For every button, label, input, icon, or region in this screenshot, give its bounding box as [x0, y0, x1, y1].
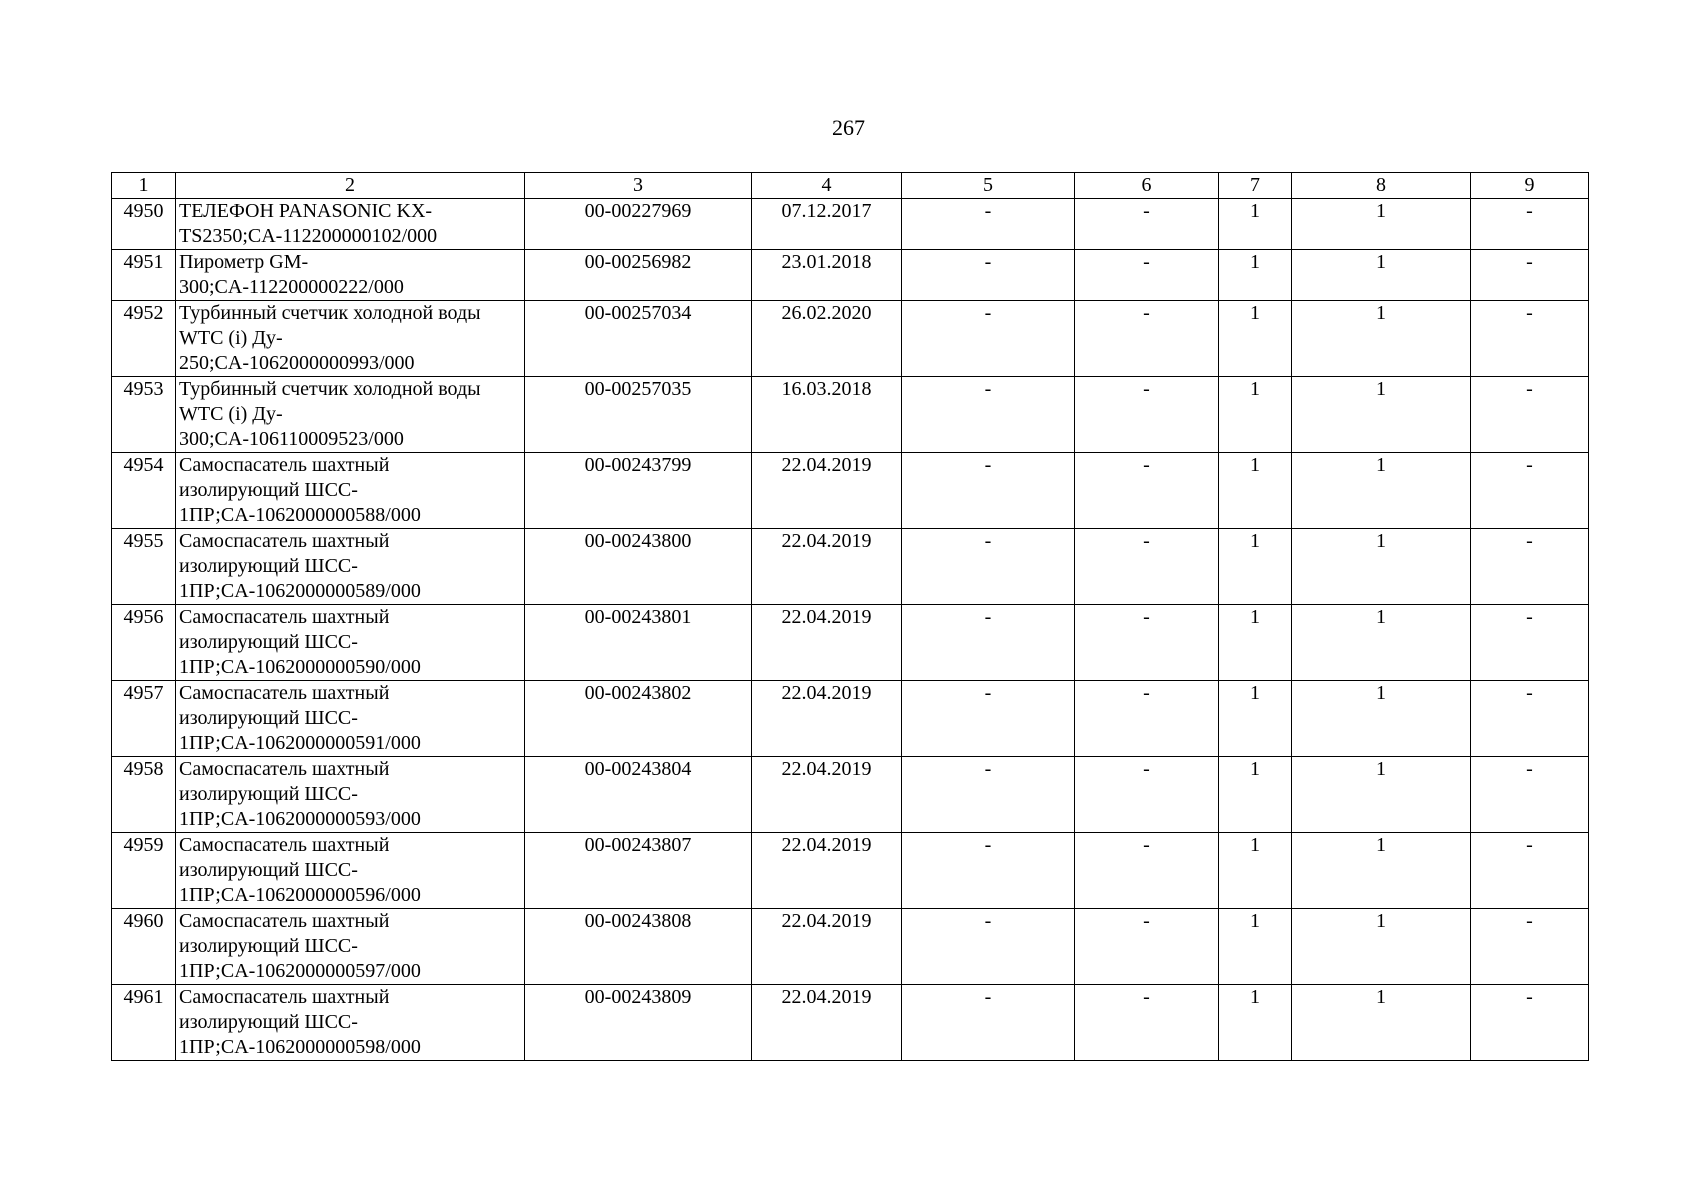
inventory-code-cell: 00-00243802 — [525, 681, 752, 757]
row-number-cell: 4952 — [112, 301, 176, 377]
column-6-cell: - — [1075, 909, 1219, 985]
item-name-line: 1ПР;CA-1062000000598/000 — [179, 1036, 421, 1058]
row-number-cell: 4957 — [112, 681, 176, 757]
column-9-cell: - — [1471, 453, 1589, 529]
item-name-line: 1ПР;CA-1062000000591/000 — [179, 732, 421, 754]
row-number-cell: 4958 — [112, 757, 176, 833]
column-6-cell: - — [1075, 985, 1219, 1061]
table-row — [112, 605, 1589, 681]
column-6-cell: - — [1075, 605, 1219, 681]
inventory-code-cell: 00-00227969 — [525, 199, 752, 250]
item-name-line: изолирующий ШСС- — [179, 555, 358, 577]
date-cell: 07.12.2017 — [752, 199, 902, 250]
column-header: 6 — [1075, 173, 1219, 199]
column-8-cell: 1 — [1292, 605, 1471, 681]
column-6-cell: - — [1075, 453, 1219, 529]
item-name-line: 250;CA-1062000000993/000 — [179, 352, 415, 374]
column-header: 1 — [112, 173, 176, 199]
column-7-cell: 1 — [1219, 301, 1292, 377]
column-9-cell: - — [1471, 199, 1589, 250]
table-row — [112, 833, 1589, 909]
inventory-code-cell: 00-00243808 — [525, 909, 752, 985]
column-7-cell: 1 — [1219, 250, 1292, 301]
inventory-code-cell: 00-00256982 — [525, 250, 752, 301]
table-row — [112, 453, 1589, 529]
item-name-line: WTC (i) Ду- — [179, 327, 283, 349]
registry-table — [111, 172, 1589, 1061]
item-name-line: Самоспасатель шахтный — [179, 454, 390, 476]
item-name-line: 1ПР;CA-1062000000588/000 — [179, 504, 421, 526]
date-cell: 22.04.2019 — [752, 529, 902, 605]
inventory-code-cell: 00-00257034 — [525, 301, 752, 377]
page-number: 267 — [832, 115, 865, 140]
inventory-code-cell: 00-00243804 — [525, 757, 752, 833]
item-name-cell — [176, 833, 525, 909]
column-9-cell: - — [1471, 833, 1589, 909]
column-9-cell: - — [1471, 757, 1589, 833]
column-7-cell: 1 — [1219, 199, 1292, 250]
item-name-line: Самоспасатель шахтный — [179, 758, 390, 780]
item-name-line: Турбинный счетчик холодной воды — [179, 378, 481, 400]
item-name-line: Самоспасатель шахтный — [179, 530, 390, 552]
column-8-cell: 1 — [1292, 529, 1471, 605]
row-number-cell: 4959 — [112, 833, 176, 909]
date-cell: 23.01.2018 — [752, 250, 902, 301]
column-header: 7 — [1219, 173, 1292, 199]
column-5-cell: - — [902, 453, 1075, 529]
column-7-cell: 1 — [1219, 453, 1292, 529]
item-name-line: 1ПР;CA-1062000000589/000 — [179, 580, 421, 602]
item-name-line: 1ПР;CA-1062000000593/000 — [179, 808, 421, 830]
column-7-cell: 1 — [1219, 681, 1292, 757]
column-9-cell: - — [1471, 377, 1589, 453]
column-9-cell: - — [1471, 909, 1589, 985]
item-name-line: 1ПР;CA-1062000000590/000 — [179, 656, 421, 678]
item-name-line: изолирующий ШСС- — [179, 707, 358, 729]
item-name-line: Пирометр GM- — [179, 251, 309, 273]
item-name-line: 300;CA-106110009523/000 — [179, 428, 404, 450]
column-6-cell: - — [1075, 757, 1219, 833]
column-header: 2 — [176, 173, 525, 199]
item-name-line: 300;CA-112200000222/000 — [179, 276, 404, 298]
date-cell: 22.04.2019 — [752, 833, 902, 909]
column-9-cell: - — [1471, 301, 1589, 377]
item-name-line: ТЕЛЕФОН PANASONIC KX- — [179, 200, 433, 222]
inventory-code-cell: 00-00243809 — [525, 985, 752, 1061]
item-name-line: TS2350;CA-112200000102/000 — [179, 225, 438, 247]
column-5-cell: - — [902, 605, 1075, 681]
inventory-code-cell: 00-00243807 — [525, 833, 752, 909]
column-5-cell: - — [902, 757, 1075, 833]
column-5-cell: - — [902, 985, 1075, 1061]
item-name-line: Турбинный счетчик холодной воды — [179, 302, 481, 324]
table-row — [112, 681, 1589, 757]
column-5-cell: - — [902, 529, 1075, 605]
row-number-cell: 4953 — [112, 377, 176, 453]
column-8-cell: 1 — [1292, 199, 1471, 250]
column-6-cell: - — [1075, 199, 1219, 250]
date-cell: 22.04.2019 — [752, 681, 902, 757]
inventory-code-cell: 00-00243800 — [525, 529, 752, 605]
date-cell: 22.04.2019 — [752, 909, 902, 985]
column-5-cell: - — [902, 199, 1075, 250]
column-7-cell: 1 — [1219, 757, 1292, 833]
item-name-line: изолирующий ШСС- — [179, 479, 358, 501]
item-name-line: изолирующий ШСС- — [179, 783, 358, 805]
column-8-cell: 1 — [1292, 453, 1471, 529]
column-header: 8 — [1292, 173, 1471, 199]
item-name-cell — [176, 377, 525, 453]
row-number-cell: 4950 — [112, 199, 176, 250]
table-row — [112, 909, 1589, 985]
column-8-cell: 1 — [1292, 833, 1471, 909]
date-cell: 22.04.2019 — [752, 605, 902, 681]
table-body — [112, 199, 1589, 1061]
inventory-code-cell: 00-00243799 — [525, 453, 752, 529]
column-header: 4 — [752, 173, 902, 199]
date-cell: 22.04.2019 — [752, 453, 902, 529]
item-name-line: Самоспасатель шахтный — [179, 986, 390, 1008]
inventory-code-cell: 00-00243801 — [525, 605, 752, 681]
column-7-cell: 1 — [1219, 833, 1292, 909]
item-name-cell — [176, 757, 525, 833]
item-name-cell — [176, 301, 525, 377]
column-5-cell: - — [902, 833, 1075, 909]
table-header — [112, 173, 1589, 199]
item-name-line: изолирующий ШСС- — [179, 1011, 358, 1033]
row-number-cell: 4961 — [112, 985, 176, 1061]
column-8-cell: 1 — [1292, 250, 1471, 301]
column-9-cell: - — [1471, 985, 1589, 1061]
column-9-cell: - — [1471, 529, 1589, 605]
table-row — [112, 250, 1589, 301]
table-row — [112, 757, 1589, 833]
item-name-cell — [176, 605, 525, 681]
inventory-code-cell: 00-00257035 — [525, 377, 752, 453]
column-5-cell: - — [902, 909, 1075, 985]
item-name-line: 1ПР;CA-1062000000597/000 — [179, 960, 421, 982]
item-name-line: Самоспасатель шахтный — [179, 834, 390, 856]
row-number-cell: 4960 — [112, 909, 176, 985]
column-header: 5 — [902, 173, 1075, 199]
item-name-line: изолирующий ШСС- — [179, 935, 358, 957]
column-header: 3 — [525, 173, 752, 199]
date-cell: 22.04.2019 — [752, 985, 902, 1061]
column-8-cell: 1 — [1292, 985, 1471, 1061]
item-name-cell — [176, 681, 525, 757]
item-name-line: изолирующий ШСС- — [179, 631, 358, 653]
item-name-cell — [176, 250, 525, 301]
item-name-line: 1ПР;CA-1062000000596/000 — [179, 884, 421, 906]
column-5-cell: - — [902, 301, 1075, 377]
table-row — [112, 199, 1589, 250]
column-7-cell: 1 — [1219, 529, 1292, 605]
column-header: 9 — [1471, 173, 1589, 199]
column-8-cell: 1 — [1292, 301, 1471, 377]
column-8-cell: 1 — [1292, 377, 1471, 453]
column-8-cell: 1 — [1292, 909, 1471, 985]
column-6-cell: - — [1075, 681, 1219, 757]
column-9-cell: - — [1471, 250, 1589, 301]
item-name-line: изолирующий ШСС- — [179, 859, 358, 881]
item-name-cell — [176, 529, 525, 605]
column-5-cell: - — [902, 377, 1075, 453]
date-cell: 22.04.2019 — [752, 757, 902, 833]
column-9-cell: - — [1471, 681, 1589, 757]
table-row — [112, 301, 1589, 377]
table-row — [112, 529, 1589, 605]
row-number-cell: 4954 — [112, 453, 176, 529]
column-6-cell: - — [1075, 833, 1219, 909]
item-name-cell — [176, 453, 525, 529]
row-number-cell: 4955 — [112, 529, 176, 605]
item-name-cell — [176, 199, 525, 250]
row-number-cell: 4956 — [112, 605, 176, 681]
column-6-cell: - — [1075, 529, 1219, 605]
table-row — [112, 377, 1589, 453]
column-5-cell: - — [902, 250, 1075, 301]
header-row — [112, 173, 1589, 199]
column-6-cell: - — [1075, 250, 1219, 301]
item-name-line: WTC (i) Ду- — [179, 403, 283, 425]
item-name-line: Самоспасатель шахтный — [179, 606, 390, 628]
column-8-cell: 1 — [1292, 681, 1471, 757]
item-name-cell — [176, 985, 525, 1061]
date-cell: 16.03.2018 — [752, 377, 902, 453]
column-7-cell: 1 — [1219, 909, 1292, 985]
table-row — [112, 985, 1589, 1061]
column-8-cell: 1 — [1292, 757, 1471, 833]
column-7-cell: 1 — [1219, 605, 1292, 681]
item-name-line: Самоспасатель шахтный — [179, 682, 390, 704]
column-7-cell: 1 — [1219, 985, 1292, 1061]
item-name-line: Самоспасатель шахтный — [179, 910, 390, 932]
row-number-cell: 4951 — [112, 250, 176, 301]
column-7-cell: 1 — [1219, 377, 1292, 453]
column-9-cell: - — [1471, 605, 1589, 681]
column-6-cell: - — [1075, 377, 1219, 453]
column-6-cell: - — [1075, 301, 1219, 377]
date-cell: 26.02.2020 — [752, 301, 902, 377]
column-5-cell: - — [902, 681, 1075, 757]
item-name-cell — [176, 909, 525, 985]
